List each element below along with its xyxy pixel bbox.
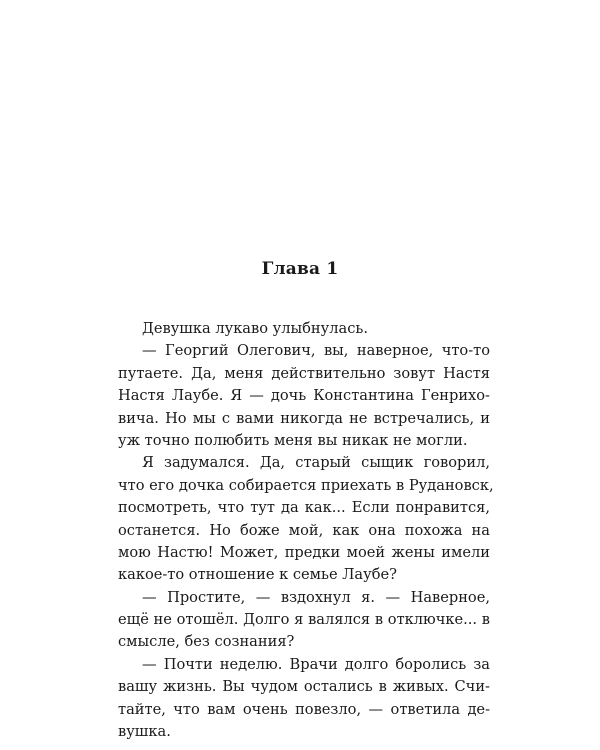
text-line: вича. Но мы с вами никогда не встречались, и xyxy=(118,409,490,427)
text-line: смысле, без сознания? xyxy=(118,633,295,651)
text-line: Я задумался. Да, старый сыщик говорил, xyxy=(142,454,490,472)
text-line: Девушка лукаво улыбнулась. xyxy=(142,320,368,337)
text-line: путаете. Да, меня действительно зовут Настя xyxy=(118,364,490,382)
body-text xyxy=(118,318,494,743)
text-line: посмотреть, что тут да как... Если понравится, xyxy=(118,499,490,517)
text-line: Настя Лаубе. Я — дочь Константина Генрихо- xyxy=(118,387,490,405)
text-line: — Простите, — вздохнул я. — Наверное, xyxy=(142,588,490,606)
text-line: ещё не отошёл. Долго я валялся в отключке... в xyxy=(118,611,490,629)
text-line: что его дочка собирается приехать в Рудановск, xyxy=(118,476,494,494)
text-line: останется. Но боже мой, как она похожа на xyxy=(118,521,490,539)
text-line: — Почти неделю. Врачи долго боролись за xyxy=(142,655,490,673)
text-line: какое-то отношение к семье Лаубе? xyxy=(118,566,397,584)
text-line: уж точно полюбить меня вы никак не могли. xyxy=(118,431,468,449)
text-line: тайте, что вам очень повезло, — ответила де- xyxy=(118,700,490,718)
chapter-title: Глава 1 xyxy=(261,259,339,279)
text-line: — Георгий Олегович, вы, наверное, что-то xyxy=(142,342,490,360)
text-line: вушка. xyxy=(118,723,171,741)
text-line: мою Настю! Может, предки моей жены имели xyxy=(118,543,490,561)
text-line: вашу жизнь. Вы чудом остались в живых. Счи- xyxy=(118,678,490,696)
